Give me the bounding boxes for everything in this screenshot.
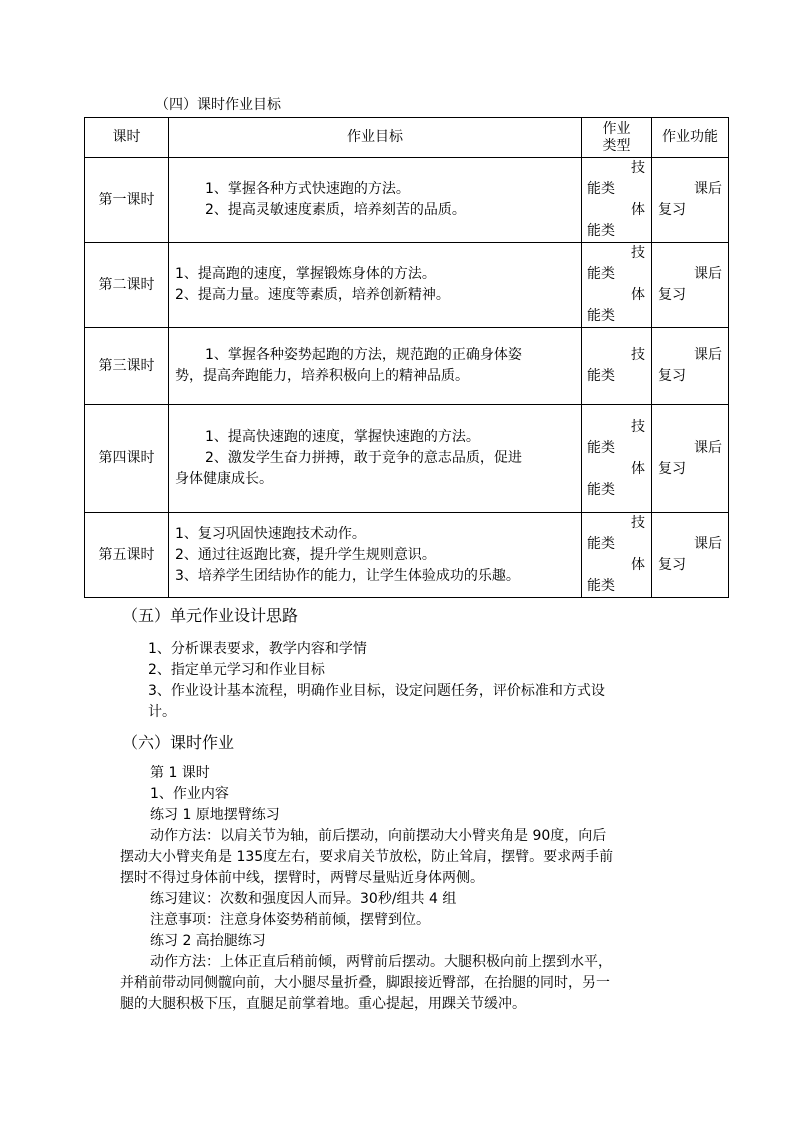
type-line: 技 — [631, 160, 645, 176]
goal-cell — [169, 243, 582, 328]
function-line: 课后 — [694, 439, 722, 456]
type-line: 体 — [631, 557, 645, 573]
type-cell — [582, 513, 652, 598]
goal-cell — [169, 405, 582, 513]
function-line: 复习 — [658, 557, 686, 573]
section-4-title: （四）课时作业目标 — [155, 97, 281, 113]
type-line: 技 — [631, 515, 645, 531]
header-lesson: 课时 — [85, 118, 169, 158]
goal-line: 1、掌握各种方式快速跑的方法。 — [205, 181, 410, 197]
body-line: 练习建议：次数和强度因人而异。30秒/组共 4 组 — [150, 891, 457, 907]
goal-cell — [169, 513, 582, 598]
function-line: 复习 — [658, 202, 686, 218]
table-row — [85, 328, 729, 405]
type-cell — [582, 405, 652, 513]
header-type-line: 作业 — [602, 120, 631, 137]
table-header-row — [85, 118, 729, 158]
body-line: 注意事项：注意身体姿势稍前倾，摆臂到位。 — [150, 912, 430, 928]
lesson-goals-table — [84, 117, 729, 598]
goal-cell — [169, 158, 582, 243]
goal-line: 2、通过往返跑比赛，提升学生规则意识。 — [175, 546, 436, 563]
type-cell — [582, 158, 652, 243]
function-line: 课后 — [694, 266, 722, 282]
type-line: 能类 — [587, 181, 615, 197]
type-line: 体 — [631, 287, 645, 303]
body-line: 1、作业内容 — [150, 786, 229, 802]
lesson-cell: 第二课时 — [85, 243, 169, 328]
function-cell — [652, 158, 729, 243]
lesson-cell: 第四课时 — [85, 405, 169, 513]
goal-line: 2、提高灵敏速度素质，培养刻苦的品质。 — [205, 202, 466, 218]
body-line: 摆时不得过身体前中线，摆臂时，两臂尽量贴近身体两侧。 — [120, 870, 484, 886]
goal-line: 1、掌握各种姿势起跑的方法，规范跑的正确身体姿 — [205, 347, 522, 363]
table-row — [85, 243, 729, 328]
body-line: 腿的大腿积极下压，直腿足前掌着地。重心提起，用踝关节缓冲。 — [120, 996, 526, 1012]
type-line: 能类 — [587, 536, 615, 552]
function-line: 复习 — [658, 368, 686, 384]
body-line: 练习 1 原地摆臂练习 — [150, 807, 280, 823]
goal-line: 势，提高奔跑能力，培养积极向上的精神品质。 — [175, 368, 469, 384]
table-row — [85, 513, 729, 598]
table-row — [85, 405, 729, 513]
body-line: 练习 2 高抬腿练习 — [150, 933, 266, 949]
table-row — [85, 158, 729, 243]
header-goal: 作业目标 — [169, 118, 582, 158]
type-line: 能类 — [587, 481, 615, 498]
body-line: 第 1 课时 — [150, 765, 210, 781]
type-line: 能类 — [587, 266, 615, 282]
section-5-item: 3、作业设计基本流程，明确作业目标，设定问题任务，评价标准和方式设 — [148, 683, 605, 699]
section-6-title: （六）课时作业 — [122, 733, 235, 752]
type-line: 能类 — [587, 368, 615, 384]
goal-line: 2、激发学生奋力拼搏，敢于竞争的意志品质，促进 — [205, 450, 522, 466]
type-cell — [582, 243, 652, 328]
function-cell — [652, 405, 729, 513]
type-line: 能类 — [587, 308, 615, 324]
section-5-item: 2、指定单元学习和作业目标 — [148, 662, 325, 678]
section-5-item: 1、分析课表要求，教学内容和学情 — [148, 641, 367, 657]
goal-line: 身体健康成长。 — [175, 471, 273, 487]
goal-cell — [169, 328, 582, 405]
lesson-cell: 第五课时 — [85, 513, 169, 598]
type-line: 技 — [631, 347, 645, 363]
section-5-item: 计。 — [148, 704, 176, 720]
function-cell — [652, 328, 729, 405]
goal-line: 3、培养学生团结协作的能力，让学生体验成功的乐趣。 — [175, 567, 520, 584]
body-line: 摆动大小臂夹角是 135度左右，要求肩关节放松，防止耸肩，摆臂。要求两手前 — [120, 849, 614, 865]
header-function: 作业功能 — [652, 118, 729, 158]
header-type — [582, 118, 652, 158]
goal-line: 1、复习巩固快速跑技术动作。 — [175, 525, 366, 542]
lesson-cell: 第一课时 — [85, 158, 169, 243]
function-line: 复习 — [658, 287, 686, 303]
function-line: 复习 — [658, 460, 686, 477]
function-line: 课后 — [694, 181, 722, 197]
lesson-cell: 第三课时 — [85, 328, 169, 405]
function-cell — [652, 243, 729, 328]
type-line: 能类 — [587, 439, 615, 456]
goal-line: 2、提高力量。速度等素质，培养创新精神。 — [175, 287, 450, 303]
type-line: 能类 — [587, 223, 615, 239]
type-line: 技 — [631, 245, 645, 261]
type-cell — [582, 328, 652, 405]
body-line: 动作方法：上体正直后稍前倾，两臂前后摆动。大腿积极向前上摆到水平， — [150, 954, 612, 970]
function-cell — [652, 513, 729, 598]
header-type-line: 类型 — [602, 137, 631, 154]
type-line: 技 — [631, 418, 645, 435]
goal-line: 1、提高跑的速度，掌握锻炼身体的方法。 — [175, 266, 436, 282]
body-line: 并稍前带动同侧髋向前，大小腿尽量折叠，脚跟接近臀部，在抬腿的同时，另一 — [120, 975, 610, 991]
type-line: 体 — [631, 460, 645, 477]
goal-line: 1、提高快速跑的速度，掌握快速跑的方法。 — [205, 429, 480, 445]
body-line: 动作方法：以肩关节为轴，前后摆动，向前摆动大小臂夹角是 90度，向后 — [150, 828, 607, 844]
type-line: 能类 — [587, 578, 615, 594]
type-line: 体 — [631, 202, 645, 218]
function-line: 课后 — [694, 536, 722, 552]
function-line: 课后 — [694, 347, 722, 363]
section-5-title: （五）单元作业设计思路 — [122, 606, 299, 625]
